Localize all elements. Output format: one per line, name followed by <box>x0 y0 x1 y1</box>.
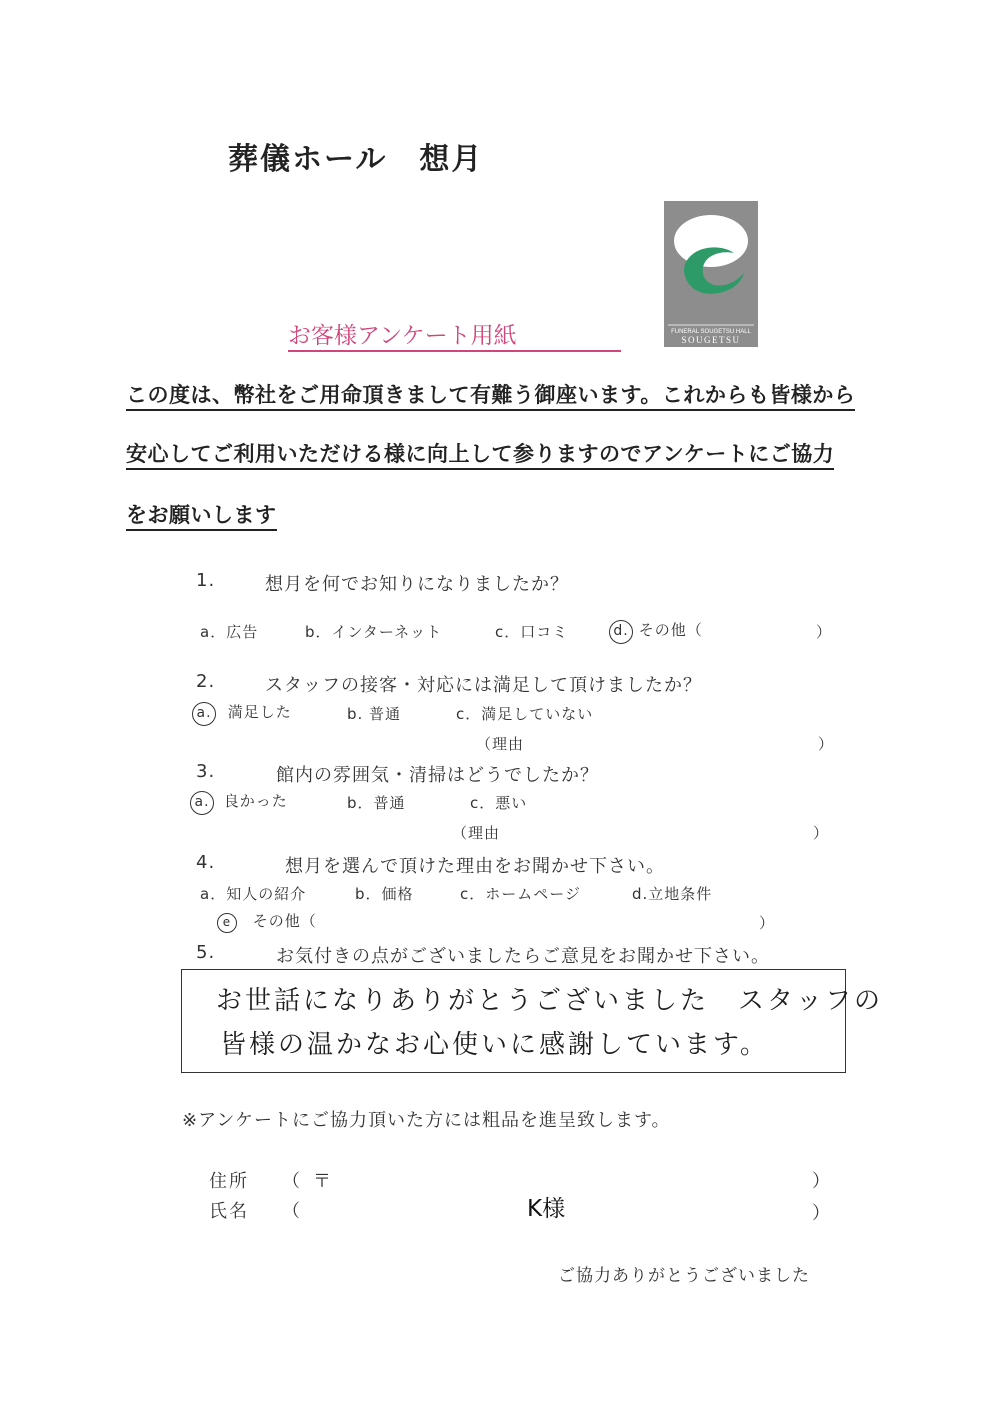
q3-number: 3. <box>196 761 216 782</box>
q2-option-a-selected[interactable] <box>192 701 292 726</box>
address-open-paren: （ <box>282 1171 300 1192</box>
address-label: 住所 <box>209 1171 249 1192</box>
q2-option-a-label: 満足した <box>227 703 292 721</box>
comment-line-1: お世話になりありがとうございました スタッフの <box>216 986 884 1016</box>
comment-line-2: 皆様の温かなお心使いに感謝しています。 <box>220 1030 769 1060</box>
q1-option-b[interactable]: b．インターネット <box>305 623 443 641</box>
name-label: 氏名 <box>209 1201 249 1222</box>
q1-option-a[interactable]: a．広告 <box>200 623 259 641</box>
q2-reason-label: （理由 <box>476 735 525 753</box>
q2-option-c[interactable]: c．満足していない <box>456 705 594 723</box>
q4-close-paren: ） <box>759 914 776 932</box>
q1-option-d-label: その他（ <box>638 621 703 639</box>
q2-selected-circle: a. <box>192 702 216 726</box>
q3-option-c[interactable]: c．悪い <box>470 794 528 812</box>
q2-text: スタッフの接客・対応には満足して頂けましたか？ <box>265 675 702 696</box>
intro-line-3: をお願いします <box>126 501 277 531</box>
q4-number: 4. <box>196 852 216 873</box>
q3-option-b[interactable]: b．普通 <box>347 794 406 812</box>
survey-title: お客様アンケート用紙 <box>288 322 621 352</box>
intro-line-1: この度は、幣社をご用命頂きまして有難う御座います。これからも皆様から <box>126 381 855 411</box>
q3-close-paren: ） <box>813 824 830 842</box>
crescent-logo-icon <box>664 201 758 347</box>
comment-box[interactable] <box>181 969 884 1073</box>
q4-option-b[interactable]: b．価格 <box>355 885 414 903</box>
name-close-paren: ） <box>812 1203 830 1224</box>
q2-close-paren: ） <box>818 735 835 753</box>
q4-option-c[interactable]: c．ホームページ <box>460 885 581 903</box>
q3-option-a-label: 良かった <box>223 792 288 810</box>
q5-text: お気付きの点がございましたらご意見をお聞かせ下さい。 <box>276 946 770 967</box>
intro-line-2: 安心してご利用いただける様に向上して参りますのでアンケートにご協力 <box>126 440 834 470</box>
q1-option-c[interactable]: c．口コミ <box>495 623 569 641</box>
q4-selected-circle: e <box>217 913 237 933</box>
q1-text: 想月を何でお知りになりましたか？ <box>265 574 569 595</box>
q2-number: 2. <box>196 671 216 692</box>
q5-number: 5. <box>196 942 216 963</box>
gift-note: ※アンケートにご協力頂いた方には粗品を進呈致します。 <box>182 1110 671 1131</box>
logo-brand-text: SOUGETSU <box>681 335 741 345</box>
address-close-paren: ） <box>812 1171 830 1192</box>
q4-option-a[interactable]: a．知人の紹介 <box>200 885 307 903</box>
page-title: 葬儀ホール 想月 <box>228 142 484 177</box>
q3-reason-label: （理由 <box>452 824 501 842</box>
q1-selected-circle: d. <box>609 620 633 644</box>
q1-option-d-selected[interactable] <box>609 619 703 644</box>
q3-selected-circle: a. <box>190 791 214 815</box>
q4-option-e-selected[interactable] <box>217 910 317 933</box>
q2-option-b[interactable]: b. 普通 <box>347 705 402 723</box>
sougetsu-logo <box>664 201 758 347</box>
customer-name[interactable]: K様 <box>527 1196 566 1222</box>
q1-close-paren: ） <box>816 623 833 641</box>
q1-number: 1. <box>196 570 216 591</box>
q3-text: 館内の雰囲気・清掃はどうでしたか？ <box>276 765 599 786</box>
name-open-paren: （ <box>282 1201 300 1222</box>
q4-text: 想月を選んで頂けた理由をお聞かせ下さい。 <box>285 856 665 877</box>
logo-small-text: FUNERAL SOUGETSU HALL <box>671 329 751 335</box>
q4-option-e-label: その他（ <box>252 912 317 930</box>
q3-option-a-selected[interactable] <box>190 790 288 815</box>
q4-option-d[interactable]: d.立地条件 <box>632 885 713 903</box>
thanks-message: ご協力ありがとうございました <box>558 1266 810 1286</box>
postal-mark[interactable]: 〒 <box>313 1171 331 1192</box>
